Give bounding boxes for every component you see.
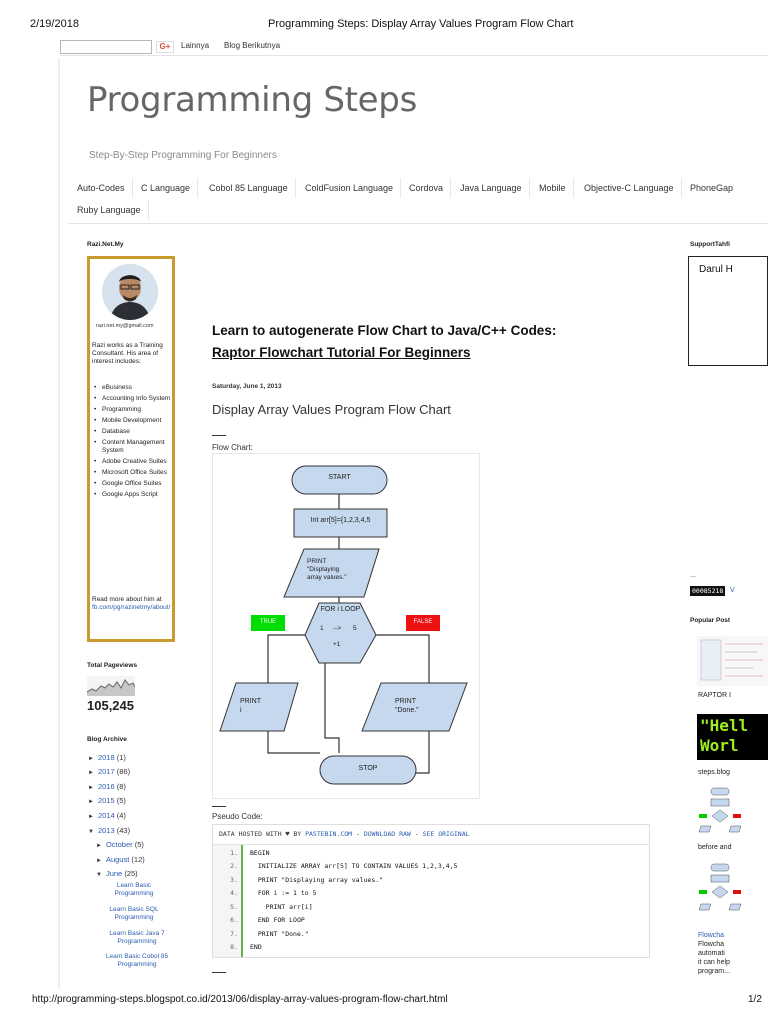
interest-item: • eBusiness xyxy=(92,384,172,392)
expand-arrow-icon: ► xyxy=(96,843,102,849)
interest-item: • Content Management System xyxy=(92,439,172,455)
readmore-link[interactable]: fb.com/pg/razinetmy/about/ xyxy=(92,604,171,611)
line-number: 3. xyxy=(230,876,238,884)
print-url: http://programming-steps.blogspot.co.id/2013/06/display-array-values-program-flow-chart.html xyxy=(32,994,448,1005)
flow-stop-text: STOP xyxy=(358,765,378,772)
interest-item: • Database xyxy=(92,428,172,436)
flow-print-text: PRINT "Displaying array values." xyxy=(307,558,347,581)
archive-year-2017[interactable]: ► 2017 (86) xyxy=(88,767,131,776)
flowchart-label: Flow Chart: xyxy=(212,443,253,452)
readmore xyxy=(92,596,170,612)
tab-cobol-85[interactable]: Cobol 85 Language xyxy=(202,178,296,198)
archive-year-2014[interactable]: ► 2014 (4) xyxy=(88,811,126,820)
post-date: Saturday, June 1, 2013 xyxy=(212,383,282,390)
popular-post-snippet: it can help xyxy=(698,959,730,966)
interest-item: • Programming xyxy=(92,406,172,414)
tab-coldfusion[interactable]: ColdFusion Language xyxy=(298,178,401,198)
flow-loop-step: +1 xyxy=(333,641,341,648)
expand-arrow-icon: ► xyxy=(88,799,94,805)
archive-heading: Blog Archive xyxy=(87,736,127,743)
line-number: 5. xyxy=(230,903,238,911)
tab-phonegap[interactable]: PhoneGap xyxy=(690,183,734,193)
expand-arrow-icon: ► xyxy=(96,858,102,864)
download-raw-link[interactable]: DOWNLOAD RAW xyxy=(363,830,411,838)
flow-loop-arrow: --> xyxy=(333,625,342,632)
pseudo-label: Pseudo Code: xyxy=(212,812,263,821)
readmore-text: Read more about him at xyxy=(92,596,162,603)
flow-print-right-text: PRINT "Done." xyxy=(395,698,419,714)
tab-objective-c[interactable]: Objective-C Language xyxy=(577,178,682,198)
interest-item: • Microsoft Office Suites xyxy=(92,469,172,477)
code-line: PRINT "Done." xyxy=(250,930,309,938)
expand-arrow-icon: ► xyxy=(88,770,94,776)
line-number: 8. xyxy=(230,943,238,951)
code-line: PRINT "Displaying array values." xyxy=(250,876,384,884)
flow-init-text: Int arr[5]={1,2,3,4,5 xyxy=(310,517,371,524)
more-link[interactable]: Lainnya xyxy=(181,41,210,50)
see-original-link[interactable]: SEE ORIGINAL xyxy=(422,830,470,838)
flow-true-label: TRUE xyxy=(259,619,277,625)
support-widget-title: Darul H xyxy=(699,264,733,275)
search-input[interactable] xyxy=(60,40,152,54)
line-number: 7. xyxy=(230,930,238,938)
archive-post-link[interactable]: Learn Basic Programming xyxy=(114,882,154,897)
print-date: 2/19/2018 xyxy=(30,18,79,30)
tab-java[interactable]: Java Language xyxy=(453,178,530,198)
page-tabs xyxy=(68,178,768,224)
counter-link[interactable]: V xyxy=(730,587,735,594)
code-line: END xyxy=(250,943,262,951)
expand-arrow-icon: ► xyxy=(88,785,94,791)
archive-month-october[interactable]: ► October (5) xyxy=(96,840,144,849)
popular-post-caption[interactable]: RAPTOR I xyxy=(698,692,731,699)
profile-intro: Razi works as a Training Consultant. His area of interest includes: xyxy=(92,342,163,365)
blog-description: Step-By-Step Programming For Beginners xyxy=(89,150,277,161)
popular-post-snippet: Flowcha xyxy=(698,941,725,948)
print-title: Programming Steps: Display Array Values Program Flow Chart xyxy=(268,18,574,30)
archive-year-2015[interactable]: ► 2015 (5) xyxy=(88,796,126,805)
archive-year-2013[interactable]: ▼ 2013 (43) xyxy=(88,826,131,835)
interest-item: • Mobile Development xyxy=(92,417,172,425)
archive-post-link[interactable]: Learn Basic SQL Programming xyxy=(109,906,159,921)
blog-title[interactable]: Programming Steps xyxy=(87,80,417,120)
promo-link[interactable]: Raptor Flowchart Tutorial For Beginners xyxy=(212,345,471,360)
flow-start-text: START xyxy=(328,474,351,481)
flow-loop-from: 1 xyxy=(320,625,324,632)
divider xyxy=(212,972,226,973)
code-line: FOR i := 1 to 5 xyxy=(250,889,317,897)
flowchart-thumbnail[interactable] xyxy=(697,786,768,838)
divider xyxy=(212,806,226,807)
expand-arrow-icon: ► xyxy=(88,814,94,820)
collapse-arrow-icon: ▼ xyxy=(88,829,94,835)
divider xyxy=(212,435,226,436)
pageviews-count: 105,245 xyxy=(87,698,134,713)
tab-c-language[interactable]: C Language xyxy=(134,178,198,198)
code-embed-header: DATA HOSTED WITH ♥ BY PASTEBIN.COM - DOWNLOAD RAW - SEE ORIGINAL xyxy=(219,830,470,838)
page-shadow xyxy=(58,58,60,988)
archive-post-link[interactable]: Learn Basic Java 7 Programming xyxy=(109,930,165,945)
pageviews-heading: Total Pageviews xyxy=(87,662,138,669)
archive-year-2018[interactable]: ► 2018 (1) xyxy=(88,753,126,762)
hello-world-thumbnail[interactable]: "Hell Worl xyxy=(697,714,768,760)
interest-item: • Google Apps Script xyxy=(92,491,172,499)
page-frame xyxy=(60,55,768,56)
support-heading: SupportTahfi xyxy=(690,241,730,248)
profile-email: razi.net.my@gmail.com xyxy=(96,323,154,329)
tab-auto-codes[interactable]: Auto-Codes xyxy=(70,178,133,198)
flow-false-label: FALSE xyxy=(413,619,433,625)
interest-item: • Accounting Info System xyxy=(92,395,172,403)
code-line: INITIALIZE ARRAY arr[5] TO CONTAIN VALUES 1,2,3,4,5 xyxy=(250,862,458,870)
interest-list xyxy=(92,384,172,502)
flow-loop-to: 5 xyxy=(353,625,357,632)
archive-month-august[interactable]: ► August (12) xyxy=(96,855,145,864)
code-line: BEGIN xyxy=(250,849,270,857)
print-page-number: 1/2 xyxy=(748,994,762,1005)
popular-post-thumbnail[interactable] xyxy=(697,636,768,686)
code-line: PRINT arr[i] xyxy=(250,903,313,911)
popular-post-title[interactable]: Flowcha xyxy=(698,932,725,939)
line-number: 2. xyxy=(230,862,238,870)
expand-arrow-icon: ► xyxy=(88,756,94,762)
flowchart-thumbnail[interactable] xyxy=(697,862,768,916)
avatar xyxy=(102,264,158,320)
archive-post-link[interactable]: Learn Basic Cobol 85 Programming xyxy=(105,953,169,968)
line-number: 6. xyxy=(230,916,238,924)
popular-posts-heading: Popular Post xyxy=(690,617,731,624)
collapse-arrow-icon: ▼ xyxy=(96,872,102,878)
popular-post-caption[interactable]: steps.blog xyxy=(698,769,730,776)
tab-mobile[interactable]: Mobile xyxy=(532,178,574,198)
next-blog-link[interactable]: Blog Berikutnya xyxy=(224,41,281,50)
profile-heading: Razi.Net.My xyxy=(87,241,124,248)
popular-post-snippet: program... xyxy=(698,968,730,975)
line-number: 1. xyxy=(230,849,238,857)
flowchart-shapes xyxy=(212,453,480,799)
pastebin-link[interactable]: PASTEBIN.COM xyxy=(305,830,353,838)
flowchart-overlay xyxy=(212,453,480,799)
visitor-counter: 00085218 xyxy=(692,587,724,595)
interest-item: • Adobe Creative Suites xyxy=(92,458,172,466)
interest-item: • Google Office Suites xyxy=(92,480,172,488)
pageviews-sparkline xyxy=(87,676,135,696)
popular-post-snippet: automati xyxy=(698,950,725,957)
line-number: 4. xyxy=(230,889,238,897)
code-line: END FOR LOOP xyxy=(250,916,305,924)
flow-loop-text: FOR i LOOP xyxy=(320,606,361,613)
tab-cordova[interactable]: Cordova xyxy=(402,178,451,198)
gplus-button[interactable]: G+ xyxy=(156,41,174,53)
archive-month-june[interactable]: ▼ June (25) xyxy=(96,869,138,878)
ellipsis: ... xyxy=(690,572,696,579)
tab-ruby[interactable]: Ruby Language xyxy=(70,200,149,220)
promo-headline: Learn to autogenerate Flow Chart to Java/C++ Codes: xyxy=(212,323,557,338)
flow-print-left-text: PRINT i xyxy=(240,698,261,714)
popular-post-caption[interactable]: before and xyxy=(698,844,732,851)
code-lines xyxy=(213,844,649,957)
archive-year-2016[interactable]: ► 2016 (8) xyxy=(88,782,126,791)
post-title[interactable]: Display Array Values Program Flow Chart xyxy=(212,402,451,417)
